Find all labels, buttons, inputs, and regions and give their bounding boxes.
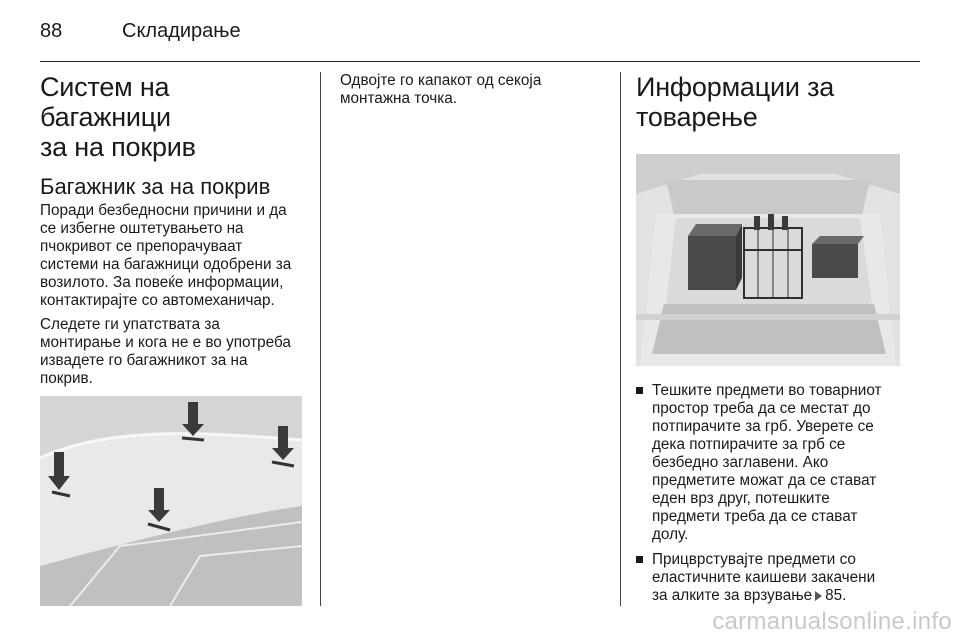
bullet-square-icon [636, 556, 643, 563]
text-line: извадете го багажникот за на [40, 352, 248, 369]
text-line: Поради безбедносни причини и да [40, 202, 287, 219]
text-line: пчокривот се препорачуваат [40, 238, 243, 255]
list-item [636, 551, 906, 605]
text-line: дека потпирачите за грб се [652, 436, 846, 453]
text-line: потпирачите за грб. Уверете се [652, 418, 874, 435]
column-divider [620, 72, 621, 606]
section-title-loading-info [636, 72, 906, 132]
list-item [636, 382, 906, 544]
text-line: Следете ги упатствата за [40, 316, 220, 333]
title-line: Информации за [636, 72, 835, 102]
cross-reference-arrow-icon [815, 591, 822, 601]
section-title-roof-rack-system [40, 72, 306, 162]
page-header [40, 18, 920, 58]
page-number: 88 [40, 20, 63, 42]
text-line: предметите можат да се стават [652, 472, 877, 489]
text-line: возилото. За повеќе информации, [40, 274, 284, 291]
text-line: за алките за врзување [652, 587, 813, 604]
header-rule [40, 61, 920, 62]
cross-reference-link[interactable]: 85. [825, 587, 847, 604]
text-line: покрив. [40, 370, 93, 387]
column-loading-info [636, 72, 906, 612]
text-line: се избегне оштетувањето на [40, 220, 244, 237]
text-line: долу. [652, 526, 689, 543]
paragraph-instructions [40, 316, 306, 388]
bullet-square-icon [636, 387, 643, 394]
text-line: еден врз друг, потешките [652, 490, 830, 507]
text-line: предмети треба да се стават [652, 508, 858, 525]
roof-rack-illustration [40, 396, 302, 606]
text-line: контактирајте со автомеханичар. [40, 292, 275, 309]
text-line: безбедно заглавени. Ако [652, 454, 829, 471]
watermark: carmanualsonline.info [712, 608, 952, 635]
subsection-title-roof-rack: Багажник за на покрив [40, 174, 271, 199]
cargo-area-illustration [636, 154, 900, 366]
title-line: товарење [636, 102, 758, 132]
text-line: системи на багажници одобрени за [40, 256, 292, 273]
loading-instructions-list [636, 382, 906, 605]
column-continued [340, 72, 606, 114]
paragraph-safety [40, 202, 306, 310]
text-line: Прицврстувајте предмети со [652, 551, 856, 568]
column-roof-rack [40, 72, 306, 606]
text-line: Одвојте го капакот од секоја [340, 72, 542, 89]
text-line: монтирање и кога не е во употреба [40, 334, 291, 351]
text-line: Тешките предмети во товарниот [652, 382, 882, 399]
text-line: монтажна точка. [340, 90, 458, 107]
text-line: еластичните каишеви закачени [652, 569, 876, 586]
title-line: за на покрив [40, 132, 196, 162]
running-title: Складирање [122, 20, 241, 42]
column-divider [320, 72, 321, 606]
paragraph-remove-cover [340, 72, 606, 108]
text-line: простор треба да се местат до [652, 400, 871, 417]
title-line: Систем на багажници [40, 72, 171, 132]
